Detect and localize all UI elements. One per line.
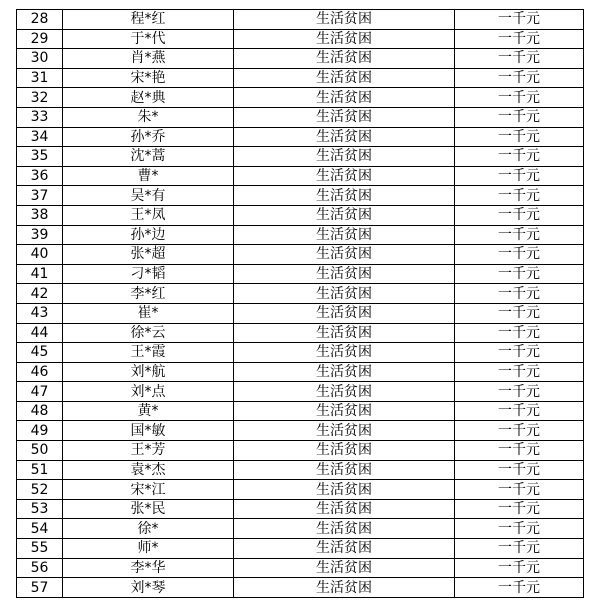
recipient-name-cell: 肖*燕 [63, 49, 234, 69]
recipient-name-cell: 黄* [63, 401, 234, 421]
recipient-name-cell: 孙*乔 [63, 127, 234, 147]
row-number-cell: 31 [17, 68, 63, 88]
table-row [17, 284, 584, 304]
row-number-cell: 56 [17, 558, 63, 578]
row-number-cell: 44 [17, 323, 63, 343]
row-number-cell: 43 [17, 303, 63, 323]
amount-cell: 一千元 [455, 225, 584, 245]
amount-cell: 一千元 [455, 499, 584, 519]
amount-cell: 一千元 [455, 88, 584, 108]
recipient-name-cell: 王*凤 [63, 205, 234, 225]
reason-cell: 生活贫困 [234, 343, 455, 363]
recipient-name-cell: 刘*航 [63, 362, 234, 382]
amount-cell: 一千元 [455, 264, 584, 284]
table-row [17, 401, 584, 421]
amount-cell: 一千元 [455, 107, 584, 127]
row-number-cell: 30 [17, 49, 63, 69]
amount-cell: 一千元 [455, 205, 584, 225]
reason-cell: 生活贫困 [234, 166, 455, 186]
table-row [17, 499, 584, 519]
table-row [17, 539, 584, 559]
recipient-name-cell: 张*超 [63, 245, 234, 265]
table-row [17, 245, 584, 265]
table-row [17, 421, 584, 441]
recipient-name-cell: 刘*点 [63, 382, 234, 402]
reason-cell: 生活贫困 [234, 107, 455, 127]
reason-cell: 生活贫困 [234, 558, 455, 578]
table-row [17, 264, 584, 284]
row-number-cell: 42 [17, 284, 63, 304]
recipient-name-cell: 沈*蒿 [63, 147, 234, 167]
row-number-cell: 53 [17, 499, 63, 519]
row-number-cell: 41 [17, 264, 63, 284]
table-row [17, 382, 584, 402]
recipient-name-cell: 崔* [63, 303, 234, 323]
amount-cell: 一千元 [455, 303, 584, 323]
reason-cell: 生活贫困 [234, 49, 455, 69]
recipient-name-cell: 张*民 [63, 499, 234, 519]
row-number-cell: 50 [17, 441, 63, 461]
amount-cell: 一千元 [455, 480, 584, 500]
reason-cell: 生活贫困 [234, 303, 455, 323]
table-row [17, 519, 584, 539]
amount-cell: 一千元 [455, 558, 584, 578]
recipient-name-cell: 宋*艳 [63, 68, 234, 88]
reason-cell: 生活贫困 [234, 205, 455, 225]
row-number-cell: 57 [17, 578, 63, 598]
reason-cell: 生活贫困 [234, 441, 455, 461]
recipient-name-cell: 徐*云 [63, 323, 234, 343]
amount-cell: 一千元 [455, 578, 584, 598]
row-number-cell: 55 [17, 539, 63, 559]
table-row [17, 578, 584, 598]
table-row [17, 147, 584, 167]
amount-cell: 一千元 [455, 343, 584, 363]
reason-cell: 生活贫困 [234, 284, 455, 304]
amount-cell: 一千元 [455, 186, 584, 206]
row-number-cell: 35 [17, 147, 63, 167]
reason-cell: 生活贫困 [234, 578, 455, 598]
table-row [17, 166, 584, 186]
reason-cell: 生活贫困 [234, 519, 455, 539]
row-number-cell: 51 [17, 460, 63, 480]
row-number-cell: 36 [17, 166, 63, 186]
recipient-name-cell: 王*芳 [63, 441, 234, 461]
reason-cell: 生活贫困 [234, 127, 455, 147]
row-number-cell: 37 [17, 186, 63, 206]
row-number-cell: 46 [17, 362, 63, 382]
reason-cell: 生活贫困 [234, 10, 455, 30]
reason-cell: 生活贫困 [234, 480, 455, 500]
amount-cell: 一千元 [455, 68, 584, 88]
row-number-cell: 45 [17, 343, 63, 363]
amount-cell: 一千元 [455, 10, 584, 30]
table-row [17, 186, 584, 206]
recipient-name-cell: 朱* [63, 107, 234, 127]
reason-cell: 生活贫困 [234, 186, 455, 206]
amount-cell: 一千元 [455, 460, 584, 480]
row-number-cell: 47 [17, 382, 63, 402]
amount-cell: 一千元 [455, 401, 584, 421]
reason-cell: 生活贫困 [234, 147, 455, 167]
table-row [17, 343, 584, 363]
row-number-cell: 54 [17, 519, 63, 539]
recipient-name-cell: 师* [63, 539, 234, 559]
reason-cell: 生活贫困 [234, 460, 455, 480]
recipient-name-cell: 宋*江 [63, 480, 234, 500]
row-number-cell: 32 [17, 88, 63, 108]
amount-cell: 一千元 [455, 421, 584, 441]
reason-cell: 生活贫困 [234, 225, 455, 245]
row-number-cell: 38 [17, 205, 63, 225]
amount-cell: 一千元 [455, 127, 584, 147]
row-number-cell: 33 [17, 107, 63, 127]
reason-cell: 生活贫困 [234, 382, 455, 402]
recipient-name-cell: 李*红 [63, 284, 234, 304]
table-row [17, 225, 584, 245]
recipient-name-cell: 程*红 [63, 10, 234, 30]
recipient-name-cell: 赵*典 [63, 88, 234, 108]
table-row [17, 441, 584, 461]
table-row [17, 362, 584, 382]
table-row [17, 460, 584, 480]
amount-cell: 一千元 [455, 323, 584, 343]
reason-cell: 生活贫困 [234, 264, 455, 284]
recipient-name-cell: 李*华 [63, 558, 234, 578]
recipient-name-cell: 刁*韬 [63, 264, 234, 284]
amount-cell: 一千元 [455, 382, 584, 402]
amount-cell: 一千元 [455, 245, 584, 265]
reason-cell: 生活贫困 [234, 499, 455, 519]
assistance-table [16, 9, 584, 598]
table-row [17, 88, 584, 108]
amount-cell: 一千元 [455, 284, 584, 304]
table-row [17, 480, 584, 500]
table-row [17, 127, 584, 147]
table-row [17, 323, 584, 343]
table-row [17, 29, 584, 49]
recipient-name-cell: 袁*杰 [63, 460, 234, 480]
row-number-cell: 39 [17, 225, 63, 245]
amount-cell: 一千元 [455, 166, 584, 186]
recipient-name-cell: 于*代 [63, 29, 234, 49]
table-row [17, 303, 584, 323]
reason-cell: 生活贫困 [234, 88, 455, 108]
amount-cell: 一千元 [455, 539, 584, 559]
row-number-cell: 40 [17, 245, 63, 265]
table-row [17, 205, 584, 225]
reason-cell: 生活贫困 [234, 245, 455, 265]
row-number-cell: 48 [17, 401, 63, 421]
amount-cell: 一千元 [455, 519, 584, 539]
table-row [17, 558, 584, 578]
amount-cell: 一千元 [455, 362, 584, 382]
amount-cell: 一千元 [455, 441, 584, 461]
row-number-cell: 28 [17, 10, 63, 30]
table-row [17, 49, 584, 69]
recipient-name-cell: 孙*边 [63, 225, 234, 245]
recipient-name-cell: 刘*琴 [63, 578, 234, 598]
recipient-name-cell: 国*敏 [63, 421, 234, 441]
reason-cell: 生活贫困 [234, 401, 455, 421]
table-row [17, 107, 584, 127]
row-number-cell: 52 [17, 480, 63, 500]
amount-cell: 一千元 [455, 147, 584, 167]
reason-cell: 生活贫困 [234, 539, 455, 559]
table-row [17, 10, 584, 30]
table-body [17, 10, 584, 598]
reason-cell: 生活贫困 [234, 421, 455, 441]
reason-cell: 生活贫困 [234, 323, 455, 343]
amount-cell: 一千元 [455, 29, 584, 49]
row-number-cell: 49 [17, 421, 63, 441]
row-number-cell: 29 [17, 29, 63, 49]
recipient-name-cell: 徐* [63, 519, 234, 539]
recipient-name-cell: 曹* [63, 166, 234, 186]
amount-cell: 一千元 [455, 49, 584, 69]
reason-cell: 生活贫困 [234, 68, 455, 88]
recipient-name-cell: 王*霞 [63, 343, 234, 363]
recipient-name-cell: 吴*有 [63, 186, 234, 206]
row-number-cell: 34 [17, 127, 63, 147]
table-row [17, 68, 584, 88]
reason-cell: 生活贫困 [234, 29, 455, 49]
reason-cell: 生活贫困 [234, 362, 455, 382]
